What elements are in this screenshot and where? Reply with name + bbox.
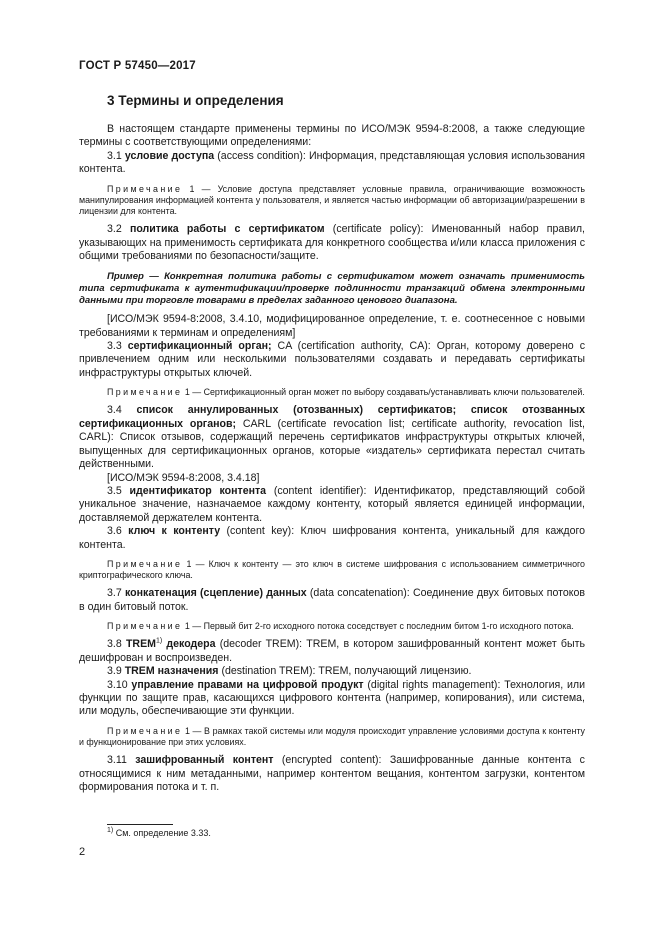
section-title: 3 Термины и определения	[107, 93, 284, 108]
term-3-9: 3.9 TREM назначения (destination TREM): TREM, получающий лицензию.	[107, 665, 472, 678]
reference-3-2: [ИСО/МЭК 9594-8:2008, 3.4.10, модифицированное определение, т. е. соотнесенное с новыми требованиями к терминам и определениям]	[79, 313, 585, 339]
term-name: сертификационный орган;	[127, 340, 272, 353]
term-3-6: 3.6 ключ к контенту (content key): Ключ шифрования контента, уникальный для каждого контента.	[79, 525, 585, 551]
term-name: TREM	[125, 638, 156, 651]
note-3-10: Примечание 1 — В рамках такой системы или модуля происходит управление условиями доступа к контенту и функционирование при этих условиях.	[79, 725, 585, 747]
footnote-divider	[107, 824, 173, 825]
term-3-1: 3.1 условие доступа (access condition): Информация, представляющая условия использования контента.	[79, 149, 585, 176]
document-body	[79, 123, 585, 794]
term-3-7: 3.7 конкатенация (сцепление) данных (data concatenation): Соединение двух битовых потоков в один битовый поток.	[79, 587, 585, 613]
footnote-ref: 1)	[155, 637, 163, 645]
term-3-5: 3.5 идентификатор контента (content identifier): Идентификатор, представляющий собой уникальное значение, назначаемое каждому контенту, который является единицей информации, доставляемой держателем контента.	[79, 484, 586, 524]
term-name: управление правами на цифровой продукт	[131, 678, 364, 691]
term-name: условие доступа	[124, 149, 215, 162]
example-3-2: Пример — Конкретная политика работы с сертификатом может означать применимость типа сертификата к аутентификации/проверке подлинности транзакций обмена электронными данными при торговле товарами в пределах заданного ценового диапазона.	[79, 271, 585, 306]
note-3-7: Примечание 1 — Первый бит 2-го исходного потока соседствует с последним битом 1-го исходного потока.	[107, 621, 574, 632]
term-3-10: 3.10 управление правами на цифровой продукт (digital rights management): Технология, или функции по защите прав, касающихся цифрового контента (например, копирования), или система, или модуль, обеспечивающие эти функции.	[79, 678, 585, 718]
term-3-2: 3.2 политика работы с сертификатом (certificate policy): Именованный набор правил, указывающих на применимость сертификата для конкретного сообщества и/или класса приложения с общими требованиями по безопасности/защите.	[79, 223, 585, 263]
term-3-11: 3.11 зашифрованный контент (encrypted content): Зашифрованные данные контента с относящимися к ним метаданными, например контентом вещания, контентом загрузки, контентом формирования потока и т. п.	[79, 754, 585, 794]
term-name: политика работы с сертификатом	[129, 223, 325, 236]
term-3-8: 3.8 TREM$^{1)}$ декодера (decoder TREM): TREM, в котором зашифрованный контент может быть дешифрован и воспроизведен.	[79, 637, 585, 664]
standard-header: ГОСТ Р 57450—2017	[79, 60, 196, 72]
term-name: идентификатор контента	[129, 484, 267, 497]
term-name: TREM назначения	[124, 665, 219, 678]
intro-paragraph: В настоящем стандарте применены термины по ИСО/МЭК 9594-8:2008, а также следующие термины с соответствующими определениями:	[79, 123, 585, 149]
term-name: зашифрованный контент	[135, 754, 274, 767]
term-name: конкатенация (сцепление) данных	[124, 587, 307, 600]
note-3-3: Примечание 1 — Сертификационный орган может по выбору создавать/устанавливать ключи пользователей.	[107, 387, 585, 398]
reference-3-4: [ИСО/МЭК 9594-8:2008, 3.4.18]	[107, 471, 260, 484]
term-3-4: 3.4 список аннулированных (отозванных) сертификатов; список отозванных сертификационных органов; CARL (certificate revocation list; certificate authority, revocation list, CARL): Список отзывов, содержащий перечень сертификатов инфраструктуры открытых ключей, выпущенных для сертификационных органов, которые «издатель» сертификата перестал считать действенными.	[79, 404, 586, 471]
note-3-6: Примечание 1 — Ключ к контенту — это ключ в системе шифрования с использованием симметричного криптографического ключа.	[79, 558, 585, 581]
note-3-1: Примечание 1 — Условие доступа представляет условные правила, ограничивающие возможность манипулирования информацией контента у пользователя, и является частью информации об авторизации/разрешении в лицензии для контента.	[79, 183, 585, 217]
term-3-3: 3.3 сертификационный орган; CA (certification authority, CA): Орган, которому доверено с привлечением одним или несколькими пользователями создавать и передавать сертификаты инфраструктуры открытых ключей.	[79, 340, 585, 379]
term-name: ключ к контенту	[128, 525, 221, 538]
footnote: $^{1)}$ См. определение 3.33.	[107, 827, 211, 838]
page-number: 2	[79, 846, 86, 858]
term-name: список аннулированных (отозванных) сертификатов; список отозванных сертификационных органов;	[79, 404, 585, 430]
